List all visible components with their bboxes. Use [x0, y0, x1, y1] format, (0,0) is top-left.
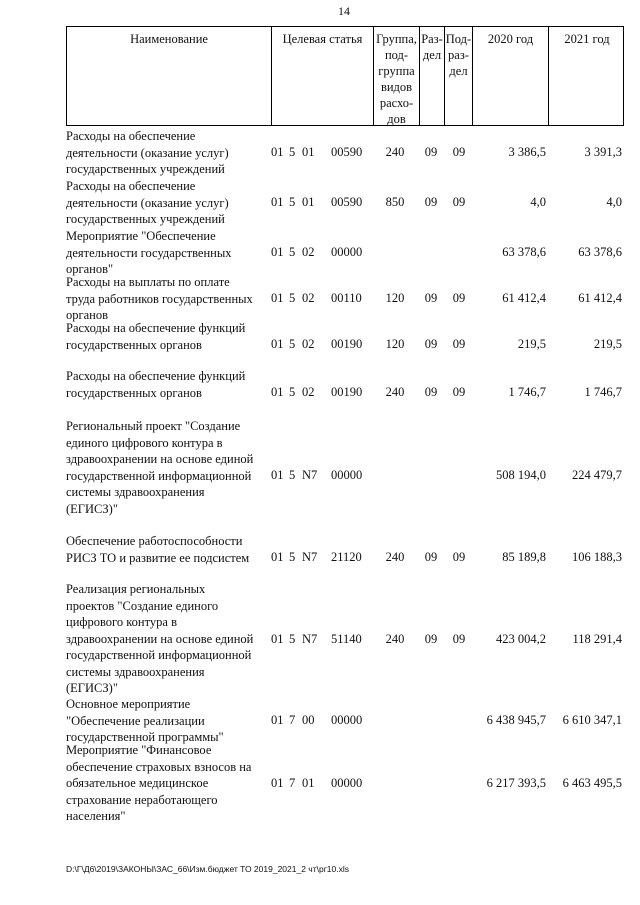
row-name: Расходы на обеспечение деятельности (оказание услуг) государственных учреждений — [66, 129, 229, 176]
code-event: 01 — [302, 776, 315, 790]
code-event: 01 — [302, 145, 315, 159]
code-direction: 00000 — [331, 713, 363, 727]
group-code: 240 — [385, 550, 405, 564]
row-name: Региональный проект "Создание единого цифрового контура в здравоохранении на основе единой государственной информационной системы здравоохранения (ЕГИСЗ)" — [66, 419, 254, 516]
subsection-code: 09 — [452, 291, 466, 305]
header-2020: 2020 год — [473, 27, 549, 125]
code-event: 02 — [302, 385, 315, 399]
code-direction: 00190 — [331, 385, 363, 399]
section-code: 09 — [424, 337, 438, 351]
amount-2021: 3 391,3 — [584, 145, 622, 159]
code-program: 01 — [271, 291, 284, 305]
code-program: 01 — [271, 145, 284, 159]
code-subprogram: 5 — [289, 337, 296, 351]
code-program: 01 — [271, 713, 284, 727]
amount-2020: 3 386,5 — [508, 145, 546, 159]
amount-2020: 423 004,2 — [496, 632, 546, 646]
amount-2020: 1 746,7 — [508, 385, 546, 399]
code-direction: 00590 — [331, 195, 363, 209]
subsection-code: 09 — [452, 550, 466, 564]
code-program: 01 — [271, 245, 284, 259]
code-event: N7 — [302, 550, 318, 564]
code-direction: 00000 — [331, 776, 363, 790]
code-event: 02 — [302, 337, 315, 351]
code-subprogram: 5 — [289, 291, 296, 305]
code-subprogram: 5 — [289, 195, 296, 209]
header-subsection: Под- раз- дел — [445, 27, 473, 125]
table-row — [66, 228, 624, 276]
amount-2021: 6 610 347,1 — [562, 713, 622, 727]
subsection-code: 09 — [452, 195, 466, 209]
subsection-code: 09 — [452, 632, 466, 646]
row-name: Расходы на обеспечение функций государственных органов — [66, 369, 246, 400]
table-row — [66, 368, 624, 412]
code-program: 01 — [271, 468, 284, 482]
table-row — [66, 320, 624, 364]
subsection-code: 09 — [452, 337, 466, 351]
amount-2021: 118 291,4 — [572, 632, 622, 646]
code-event: 02 — [302, 291, 315, 305]
table-row — [66, 418, 624, 518]
code-program: 01 — [271, 550, 284, 564]
amount-2020: 63 378,6 — [502, 245, 546, 259]
section-code: 09 — [424, 291, 438, 305]
code-event: 02 — [302, 245, 315, 259]
amount-2021: 6 463 495,5 — [562, 776, 622, 790]
table-row — [66, 128, 624, 178]
amount-2020: 61 412,4 — [502, 291, 546, 305]
amount-2020: 4,0 — [530, 195, 546, 209]
header-target: Целевая статья — [272, 27, 374, 125]
code-subprogram: 5 — [289, 245, 296, 259]
table-row — [66, 581, 624, 697]
table-row — [66, 533, 624, 569]
code-subprogram: 5 — [289, 632, 296, 646]
amount-2021: 4,0 — [606, 195, 622, 209]
code-event: N7 — [302, 632, 318, 646]
code-subprogram: 7 — [289, 776, 296, 790]
amount-2021: 1 746,7 — [584, 385, 622, 399]
code-subprogram: 5 — [289, 385, 296, 399]
code-subprogram: 7 — [289, 713, 296, 727]
row-name: Мероприятие "Финансовое обеспечение страховых взносов на обязательное медицинское страхование неработающего населения" — [66, 743, 252, 823]
code-program: 01 — [271, 776, 284, 790]
amount-2020: 6 217 393,5 — [486, 776, 546, 790]
amount-2021: 63 378,6 — [578, 245, 622, 259]
section-code: 09 — [424, 195, 438, 209]
subsection-code: 09 — [452, 385, 466, 399]
code-event: N7 — [302, 468, 318, 482]
amount-2021: 106 188,3 — [572, 550, 622, 564]
table-row — [66, 178, 624, 228]
code-event: 01 — [302, 195, 315, 209]
code-program: 01 — [271, 632, 284, 646]
section-code: 09 — [424, 145, 438, 159]
amount-2020: 6 438 945,7 — [486, 713, 546, 727]
code-subprogram: 5 — [289, 550, 296, 564]
row-name: Реализация региональных проектов "Создание единого цифрового контура в здравоохранении на основе единой государственной информационной системы здравоохранения (ЕГИСЗ)" — [66, 582, 254, 695]
code-direction: 00590 — [331, 145, 363, 159]
section-code: 09 — [424, 550, 438, 564]
row-name: Обеспечение работоспособности РИСЗ ТО и развитие ее подсистем — [66, 534, 250, 565]
code-direction: 00190 — [331, 337, 363, 351]
table-row — [66, 696, 624, 744]
code-direction: 51140 — [331, 632, 362, 646]
code-event: 00 — [302, 713, 315, 727]
group-code: 240 — [385, 385, 405, 399]
amount-2020: 219,5 — [517, 337, 546, 351]
file-path-footer: D:\Г\Д6\2019\ЗАКОНЫ\ЗАС_66\Изм.бюджет ТО 2019_2021_2 чт\рг10.xls — [66, 864, 350, 874]
code-subprogram: 5 — [289, 145, 296, 159]
amount-2021: 224 479,7 — [572, 468, 622, 482]
header-group: Группа, под- группа видов расхо- дов — [374, 27, 420, 125]
row-name: Расходы на обеспечение деятельности (оказание услуг) государственных учреждений — [66, 179, 229, 226]
group-code: 240 — [385, 632, 405, 646]
code-direction: 21120 — [331, 550, 362, 564]
header-name: Наименование — [67, 27, 272, 125]
group-code: 120 — [385, 291, 405, 305]
row-name: Основное мероприятие "Обеспечение реализации государственной программы" — [66, 697, 224, 744]
row-name: Расходы на обеспечение функций государственных органов — [66, 321, 246, 352]
header-2021: 2021 год — [564, 32, 610, 46]
group-code: 240 — [385, 145, 405, 159]
section-code: 09 — [424, 385, 438, 399]
row-name: Расходы на выплаты по оплате труда работников государственных органов — [66, 275, 253, 322]
code-program: 01 — [271, 195, 284, 209]
page-number: 14 — [338, 4, 350, 18]
header-section: Раз- дел — [420, 27, 445, 125]
table-row — [66, 274, 624, 322]
code-direction: 00110 — [331, 291, 362, 305]
code-subprogram: 5 — [289, 468, 296, 482]
table-header — [66, 26, 624, 126]
amount-2020: 508 194,0 — [496, 468, 546, 482]
table-row — [66, 742, 624, 826]
amount-2020: 85 189,8 — [502, 550, 546, 564]
code-direction: 00000 — [331, 245, 363, 259]
row-name: Мероприятие "Обеспечение деятельности государственных органов" — [66, 229, 232, 276]
amount-2021: 61 412,4 — [578, 291, 622, 305]
section-code: 09 — [424, 632, 438, 646]
amount-2021: 219,5 — [593, 337, 622, 351]
subsection-code: 09 — [452, 145, 466, 159]
code-direction: 00000 — [331, 468, 363, 482]
group-code: 850 — [385, 195, 405, 209]
code-program: 01 — [271, 337, 284, 351]
code-program: 01 — [271, 385, 284, 399]
group-code: 120 — [385, 337, 405, 351]
